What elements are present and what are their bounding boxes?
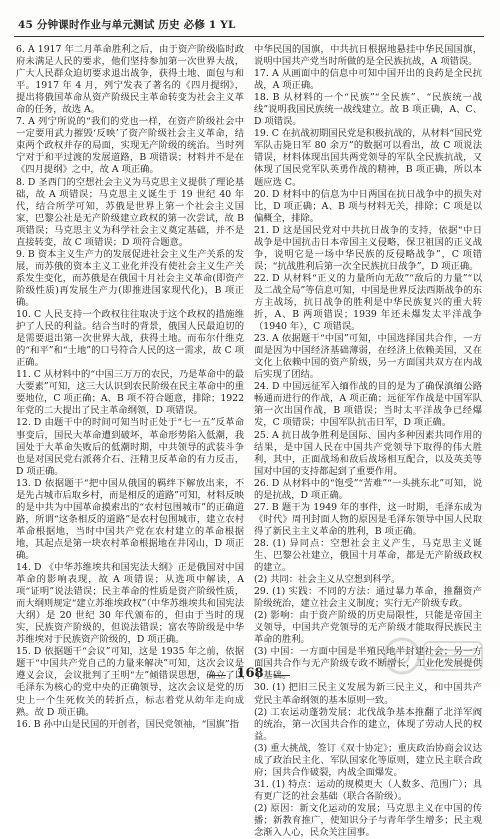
answer-paragraph: 16. B 孙中山是民国的开创者，国民党领袖，“国旗”指	[16, 718, 239, 730]
answer-paragraph: 7. A 列宁所说的“我们的党也一样，在资产阶级社会中一定要用武力摧毁‘反映’了资产阶级社会主义革命，结束两个政权并存的局面，实现无产阶级的统治。当时列宁对于和平过渡的发展道路，B 项错误；材料并不是在《四月提纲》之中，故 A 项正确。	[16, 116, 244, 176]
answer-paragraph: 29. (1) 实践：不同的方法：通过暴力革命，推翻资产阶级统治，建立社会主义制度；实行无产阶级专政。	[254, 586, 482, 610]
answer-paragraph: (2) 工农运动蓬勃发展；北伐战争基本推翻了北洋军阀的统治，第一次国共合作的建立，体现了劳动人民的权益。	[254, 706, 482, 742]
left-column	[16, 44, 244, 730]
answer-paragraph: 14. D 《中华苏维埃共和国宪法大纲》正是俄国对中国革命的影响表现，故 A 项错误；从选项中解读，A 项“证明”说法错误；民主革命的性质是资产阶级性质，而大纲则规定“建立苏维埃政权”（中华苏维埃共和国宪法大纲）是 20 世纪 30 年代颁布的，但由于当时的现实，民族资产阶级的，但说法错误；富农等阶级是中华苏维埃对于民族资产阶级的，D 项正确。	[16, 562, 244, 646]
answer-paragraph: 30. (1) 把旧三民主义发展为新三民主义，和中国共产党民主革命纲领的基本原则一致。	[254, 682, 482, 706]
answer-paragraph: 22. D 从材料“正义的力量所向无敌”“敌后的力量”“以及二战全局”等信息可知，中国是世界反法西斯战争的东方主战场，抗日战争的胜利是中华民族复兴的重大转折，A、B 两项错误；1939 年还未爆发太平洋战争（1940 年），C 项错误。	[254, 272, 482, 333]
answer-paragraph: 21. D 这是国民党对中共抗日战争的支持，依据“中日战争是中国抗击日本帝国主义侵略，保卫祖国的正义战争，说明它是一场中华民族的反侵略战争”，C 项错误；“抗战胜利后第一次全民族抗日战争”，D 项正确。	[254, 224, 482, 272]
page-header	[14, 14, 484, 37]
answer-paragraph: 11. C 从材料中的“中国三万万的农民，乃是革命中的最大要素”可知，这三大认识到农民阶级在民主革命中的重要地位，C 项正确；A、B 项不符合题意，排除；1922 年党的二大提出了民主革命纲领，D 项错误。	[16, 369, 244, 417]
page-number: 168	[214, 666, 286, 681]
answer-paragraph: (2) 影响：由于资产阶级的历史局限性，只能是帝国主义领导，中国共产党领导的无产阶级才能取得民族民主革命的胜利。	[254, 610, 482, 646]
answer-paragraph: 28. (1) 异同点：空想社会主义产生，马克思主义诞生、巴黎公社建立，俄国十月革命，都是无产阶级政权的建立。	[254, 537, 482, 574]
answer-paragraph: 13. D 依据题干“把中国从俄国的羁绊下解放出来，不是先占城市后取乡村，而是相反的道路”可知，材料反映的是中共为中国革命摸索出的“农村包围城市”的正确道路，所谓“这条相反的道路”是农村包围城市，建立农村革命根据地，当时中国共产党在农村建立的革命根据地，其起点是第一块农村革命根据地在井冈山，D 项正确。	[16, 477, 244, 561]
header-title: 45 分钟课时作业与单元测试 历史 必修 1 YL	[18, 19, 236, 31]
answer-paragraph: 24. D 中国远征军入缅作战的目的是为了确保滇缅公路畅通而进行的作战，A 项正确；远征军作战是中国军队第一次出国作战，B 项错误；当时太平洋战争已经爆发，C 项错误；中国军队抗击日军，D 项正确。	[254, 381, 482, 429]
answer-paragraph: 12. D 由题干中的时间可知当时正处于“七一五”反革命事变后，国民大革命遭到破坏，革命形势陷入低潮，我国处于大革命失败后的低潮时期，中共领导的武装斗争也是对国民党右派蒋介石、汪精卫反革命的有力反击，D 项正确。	[16, 417, 244, 477]
answer-paragraph: (2) 共同：社会主义从空想到科学。	[254, 574, 401, 586]
answer-paragraph: 19. C 在抗战初期国民党是积极抗战的，从材料“国民党军队击毙日军 80 余万”的数据可以看出，故 C 项说法错误，材料体现出国共两党领导的军队全民族抗战，又体现了国民党军队英勇作战的精神，B 项正确，所以本题应选 C。	[254, 128, 482, 188]
answer-paragraph: 31. (1) 特点：运动的规模更大（人数多、范围广）；具有更广泛的社会基础（联合各阶级）。	[254, 778, 482, 802]
answer-paragraph: (2) 原因：新文化运动的发展；马克思主义在中国的传播；新教育推广，使知识分子与青年学生增多；民主观念渐入人心，民众关注国事。	[254, 802, 482, 839]
answer-paragraph: 15. D 依据题干“会议”可知，这是 1935 年之前，依据题干“中国共产党自己的力量来解决”可知，这次会议是遵义会议，会议批判了王明“左”倾错误思想，确立了以毛泽东为核心的党中央的正确领导，这次会议是党的历史上一个生死攸关的转折点，标志着党从幼年走向成熟。故 D 项正确。	[16, 646, 244, 718]
answer-paragraph: 25. A 抗日战争胜利是国际、国内多种因素共同作用的结果，是中国人民在中国共产党领导下取得的伟大胜利，其中，正面战场和敌后战场相互配合，以及英美等国对中国的支持都起到了重要作用。	[254, 429, 482, 477]
answer-paragraph: 9. B 资本主义生产力的发展促进社会主义生产关系的发展，而苏俄的资本主义工业化并没有使社会主义生产关系发生变化，而苏俄是在俄国十月社会主义革命(即资产阶级性质)再发展生产力(即推进国家现代化)，B 项正确。	[16, 248, 244, 308]
answer-paragraph: (3) 重大挑战，签订《双十协定》；重庆政治协商会议达成了政治民主化、军队国家化等原则，建立民主联合政府；国共合作破裂，内战全面爆发。	[254, 742, 482, 778]
answer-paragraph: 18. B 从材料的一个“民族”“全民族”、“民族统一战线”说明我国民族统一战线建立。故 B 项正确，A、C、D 项错误。	[254, 92, 482, 128]
answer-paragraph: 20. D 材料中的信息为中日两国在抗日战争中的损失对比，D 项正确；A、B 项与材料无关，排除；C 项是以偏概全，排除。	[254, 188, 482, 224]
answer-paragraph: 中华民国的国旗，中共抗日根据地悬挂中华民国国旗，说明中国共产党当时所做的是全民族抗战，A 项错误。	[254, 44, 482, 68]
answer-paragraph: 27. B 题干为 1949 年的事件，这一时期，毛泽东成为《时代》周刊封面人物的原因是毛泽东领导中国人民取得了新民主主义革命的胜利，B 项正确。	[254, 501, 482, 537]
answer-paragraph: 6. A 1917 年二月革命胜利之后，由于资产阶级临时政府未满足人民的要求，他们坚持参加第一次世界大战，广大人民群众迫切要求退出战争，获得土地、面包与和平。1917 年 4 月，列宁发表了著名的《四月提纲》，提出将俄国革命从资产阶级民主革命转变为社会主义革命的任务，故选 A。	[16, 44, 244, 116]
answer-paragraph: 17. A 从画面中的信息中可知中国开出的良药是全民抗战，A 项正确。	[254, 68, 482, 92]
answer-paragraph: 10. C 人民支持一个政权往往取决于这个政权的措施维护了人民的利益。结合当时的背景，俄国人民最迫切的是需要退出第一次世界大战，获得土地。而布尔什维克的“和平”和“土地”的口号符合人民的这一需求，故 C 项正确。	[16, 309, 244, 369]
answer-paragraph: 23. A 依据题干“中国”可知，中国选择国共合作，一方面是因为中国经济基础薄弱，在经济上依赖美国，又在文化上依赖中国的资产阶级，另一方面国共双方在内战后实现了团结。	[254, 333, 482, 381]
answer-paragraph: (3) 中国：一方面中国是半殖民地半封建社会；另一方面国共合作与无产阶级专政不断增长，工业化发展提供了基础。	[254, 646, 482, 682]
right-column	[254, 44, 482, 839]
answer-paragraph: 26. D 从材料中的“饱受”“苦难”“一头挑东北”可知，说的是抗战，D 项正确。	[254, 477, 482, 501]
watermark-logo	[380, 628, 490, 684]
answer-paragraph: 8. D 圣西门的空想社会主义为马克思主义提供了理论基础，故 A 项错误；马克思主义诞生于 19 世纪 40 年代，结合所学可知，苏俄是世界上第一个社会主义国家，巴黎公社是无产阶级建立政权的第一次尝试，故 B 项错误；马克思主义为科学社会主义奠定基础，并不是直接转变，故 C 项错误；D 项符合题意。	[16, 176, 244, 248]
